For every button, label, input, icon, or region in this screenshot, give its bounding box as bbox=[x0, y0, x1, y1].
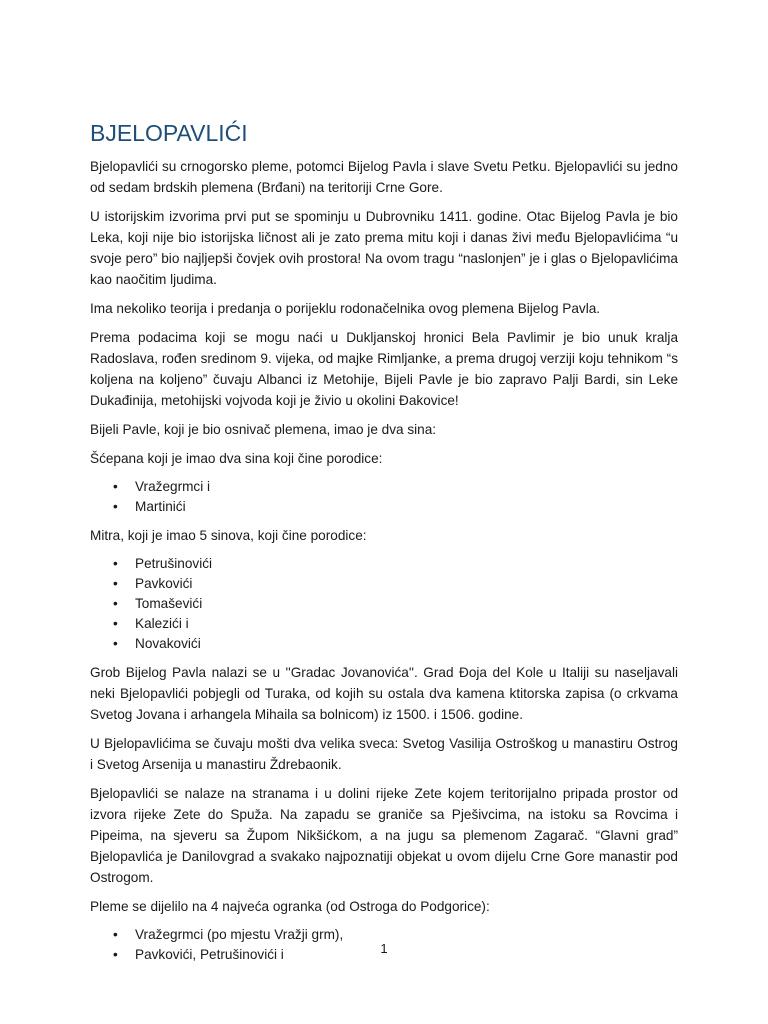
paragraph-mitar: Mitra, koji je imao 5 sinova, koji čine porodice: bbox=[90, 528, 367, 543]
list-item: • Martinići bbox=[135, 497, 678, 517]
list-item: • Novakovići bbox=[135, 634, 678, 654]
paragraph-scepan: Šćepana koji je imao dva sina koji čine porodice: bbox=[90, 451, 383, 466]
list-item: • Pavkovići bbox=[135, 574, 678, 594]
paragraph-relics: U Bjelopavlićima se čuvaju mošti dva velika sveca: Svetog Vasilija Ostroškog u manastiru Ostrog i Svetog Arsenija u manastiru Ždrebaonik. bbox=[90, 736, 678, 772]
document-body bbox=[90, 118, 678, 973]
list-item: • Kalezići i bbox=[135, 614, 678, 634]
list-item: • Vražegrmci i bbox=[135, 477, 678, 497]
paragraph-theories: Ima nekoliko teorija i predanja o porijeklu rodonačelnika ovog plemena Bijelog Pavla. bbox=[90, 301, 601, 316]
paragraph-sons: Bijeli Pavle, koji je bio osnivač plemena, imao je dva sina: bbox=[90, 422, 437, 437]
paragraph-branches: Pleme se dijelilo na 4 najveća ogranka (od Ostroga do Podgorice): bbox=[90, 899, 490, 914]
list-scepan-families bbox=[90, 477, 678, 517]
paragraph-history: U istorijskim izvorima prvi put se spominju u Dubrovniku 1411. godine. Otac Bijelog Pavla je bio Leka, koji nije bio istorijska ličnost ali je zato prema mitu koji i danas živi među Bjelopavlićima “u svoje pero” bio najljepši čovjek ovih prostora! Na ovom tragu “naslonjen” je i glas o Bjelopavlićima kao naočitim ljudima. bbox=[90, 209, 678, 287]
list-item: • Petrušinovići bbox=[135, 554, 678, 574]
list-mitar-families bbox=[90, 554, 678, 654]
list-item: • Vražegrmci (po mjestu Vražji grm), bbox=[135, 925, 678, 945]
paragraph-intro: Bjelopavlići su crnogorsko pleme, potomci Bijelog Pavla i slave Svetu Petku. Bjelopavlići su jedno od sedam brdskih plemena (Brđani) na teritoriji Crne Gore. bbox=[90, 159, 678, 195]
paragraph-chronicle: Prema podacima koji se mogu naći u Dukljanskoj hronici Bela Pavlimir je bio unuk kralja Radoslava, rođen sredinom 9. vijeka, od majke Rimljanke, a prema drugoj verziji koju tehnikom “s koljena na koljeno” čuvaju Albanci iz Metohije, Bijeli Pavle je bio zapravo Palji Bardi, sin Leke Dukađinija, metohijski vojvoda koji je živio u okolini Đakovice! bbox=[90, 330, 678, 408]
document-title: BJELOPAVLIĆI bbox=[90, 120, 248, 146]
list-item: • Pavkovići, Petrušinovići i bbox=[135, 945, 678, 965]
paragraph-grave: Grob Bijelog Pavla nalazi se u ''Gradac Jovanovića''. Grad Đoja del Kole u Italiji su naseljavali neki Bjelopavlići pobjegli od Turaka, od kojih su ostala dva kamena ktitorska zapisa (o crkvama Svetog Jovana i arhangela Mihaila sa bolnicom) iz 1500. i 1506. godine. bbox=[90, 665, 678, 722]
page-number: 1 bbox=[380, 941, 388, 956]
list-item: • Tomaševići bbox=[135, 594, 678, 614]
paragraph-geography: Bjelopavlići se nalaze na stranama i u dolini rijeke Zete kojem teritorijalno pripada prostor od izvora rijeke Zete do Spuža. Na zapadu se graniče sa Pješivcima, na istoku sa Rovcima i Pipeima, na sjeveru sa Župom Nikšićkom, a na jugu sa plemenom Zagarač. “Glavni grad” Bjelopavlića je Danilovgrad a svakako najpoznatiji objekat u ovom dijelu Crne Gore manastir pod Ostrogom. bbox=[90, 786, 678, 885]
